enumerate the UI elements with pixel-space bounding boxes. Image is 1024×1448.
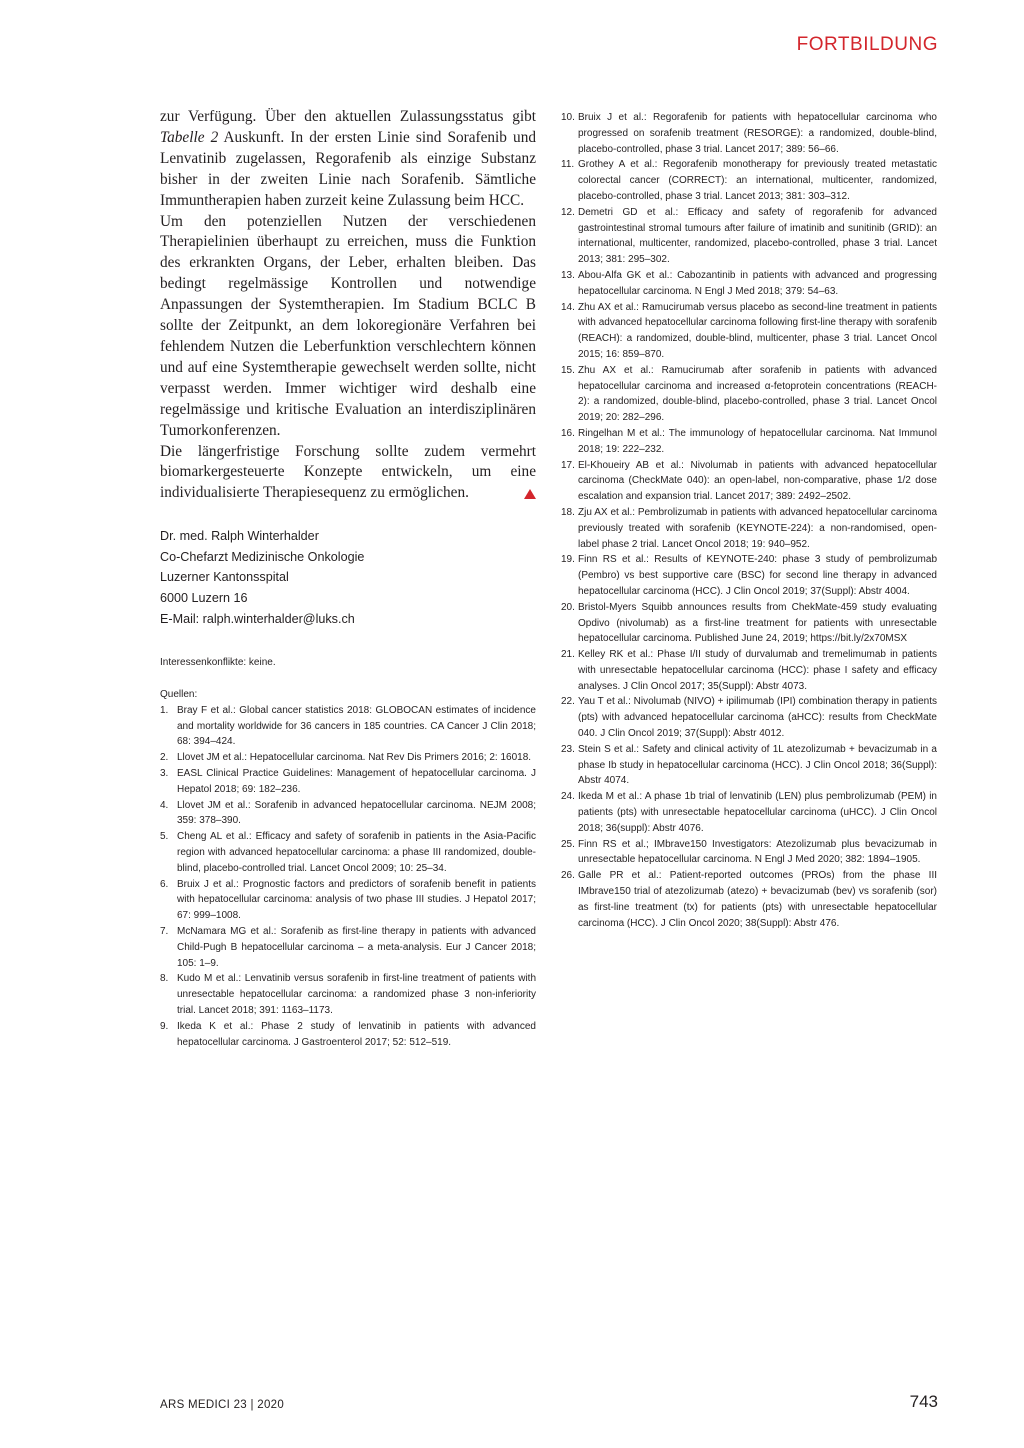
reference-item bbox=[160, 877, 536, 924]
reference-number: 14. bbox=[561, 301, 575, 313]
reference-text: EASL Clinical Practice Guidelines: Management of hepatocellular carcinoma. J Hepatol 2018; 69: 182–236. bbox=[177, 767, 536, 795]
reference-number: 19. bbox=[561, 554, 575, 566]
table-reference: Tabelle 2 bbox=[160, 128, 219, 146]
reference-number: 26. bbox=[561, 870, 575, 882]
reference-text: Zhu AX et al.: Ramucirumab versus placebo as second-line treatment in patients with advanced hepatocellular carcinoma following first-line therapy with sorafenib (REACH): a randomized, double-blind, multicenter, phase 3 trial. Lancet Oncol 2015; 16: 859–870. bbox=[578, 301, 937, 360]
reference-text: Llovet JM et al.: Hepatocellular carcinoma. Nat Rev Dis Primers 2016; 2: 16018. bbox=[177, 752, 532, 764]
reference-text: Abou-Alfa GK et al.: Cabozantinib in patients with advanced and progressing hepatocellular carcinoma. N Engl J Med 2018; 379: 54–63. bbox=[578, 269, 937, 297]
reference-item bbox=[561, 426, 937, 458]
reference-text: Llovet JM et al.: Sorafenib in advanced hepatocellular carcinoma. NEJM 2008; 359: 378–390. bbox=[177, 799, 536, 827]
reference-text: Bristol-Myers Squibb announces results from ChekMate-459 study evaluating Opdivo (nivolumab) as a first-line treatment for patients with unresectable hepatocellular carcinoma. Published June 24, 2019; https://bit.ly/2x70MSX bbox=[578, 601, 937, 645]
reference-text: Grothey A et al.: Regorafenib monotherapy for previously treated metastatic colorectal cancer (CORRECT): an international, multicenter, randomized, placebo-controlled, phase 3 trial. Lancet 2013; 381: 303–312. bbox=[578, 159, 937, 202]
sources-label: Quellen: bbox=[160, 688, 198, 700]
reference-text: Ringelhan M et al.: The immunology of hepatocellular carcinoma. Nat Immunol 2018; 19: 222–232. bbox=[578, 427, 937, 455]
reference-item bbox=[561, 505, 937, 552]
reference-number: 22. bbox=[561, 696, 575, 708]
reference-item bbox=[160, 703, 536, 750]
reference-text: El-Khoueiry AB et al.: Nivolumab in patients with advanced hepatocellular carcinoma (CheckMate 040): an open-label, non-comparative, phase 1/2 dose escalation and expansion trial. Lancet 2017; 389: 2492–2502. bbox=[578, 459, 937, 503]
reference-item bbox=[561, 458, 937, 505]
author-role: Co-Chefarzt Medizinische Onkologie bbox=[160, 549, 365, 564]
body-paragraph-1 bbox=[160, 107, 536, 212]
reference-number: 2. bbox=[160, 752, 169, 764]
reference-list-left bbox=[160, 703, 536, 1051]
reference-number: 7. bbox=[160, 925, 169, 937]
reference-number: 3. bbox=[160, 767, 169, 779]
reference-text: Finn RS et al.: Results of KEYNOTE-240: phase 3 study of pembrolizumab (Pembro) vs best supportive care (BSC) for second line therapy in advanced hepatocellular carcinoma (HCC). J Clin Oncol 2019; 37(Suppl): Abstr 4004. bbox=[578, 554, 937, 597]
reference-text: Bray F et al.: Global cancer statistics 2018: GLOBOCAN estimates of incidence and mortality worldwide for 36 cancers in 185 countries. CA Cancer J Clin 2018; 68: 394–424. bbox=[177, 704, 536, 748]
reference-number: 25. bbox=[561, 838, 575, 850]
author-name: Dr. med. Ralph Winterhalder bbox=[160, 529, 319, 544]
reference-item bbox=[561, 157, 937, 204]
journal-footer: ARS MEDICI 23 | 2020 bbox=[160, 1399, 285, 1411]
reference-text: Bruix J et al.: Prognostic factors and predictors of sorafenib benefit in patients with hepatocellular carcinoma: analysis of two phase III studies. J Hepatol 2017; 67: 999–1008. bbox=[177, 878, 536, 922]
reference-item bbox=[561, 110, 937, 157]
reference-item bbox=[561, 205, 937, 268]
reference-text: Finn RS et al.; IMbrave150 Investigators: Atezolizumab plus bevacizumab in unresectable hepatocellular carcinoma. N Engl J Med 2020; 382: 1894–1905. bbox=[578, 838, 937, 866]
page-number: 743 bbox=[909, 1392, 938, 1411]
reference-text: Yau T et al.: Nivolumab (NIVO) + ipilimumab (IPI) combination therapy in patients (pts) with advanced hepatocellular carcinoma (aHCC): results from CheckMate 040. J Clin Oncol 2019; 37(Suppl): Abstr 4012. bbox=[578, 696, 937, 740]
conflict-statement: Interessenkonflikte: keine. bbox=[160, 657, 276, 669]
reference-text: Demetri GD et al.: Efficacy and safety of regorafenib for advanced gastrointestinal stromal tumours after failure of imatinib and sunitinib (GRID): an international, multicenter, randomized, placebo-controlled, phase 3 trial. Lancet 2013; 381: 295–302. bbox=[578, 206, 937, 266]
body-paragraph-3 bbox=[160, 442, 536, 505]
reference-text: Stein S et al.: Safety and clinical activity of 1L atezolizumab + bevacizumab in a phase Ib study in hepatocellular carcinoma (HCC). J Clin Oncol 2018; 36(Suppl): Abstr 4074. bbox=[578, 743, 937, 787]
body-paragraph-2: Um den potenziellen Nutzen der verschiedenen Therapielinien überhaupt zu erreichen, muss die Funktion des erkrankten Organs, der Leber, erhalten bleiben. Das bedingt regelmässige Kontrollen und notwendige Anpassungen der Systemtherapien. Im Stadium BCLC B sollte der Zeitpunkt, an dem lokoregionäre Verfahren bei fehlendem Nutzen die Leberfunktion verschlechtern können und auf eine Systemtherapie gewechselt werden sollte, nicht verpasst werden. Immer wichtiger wird deshalb eine regelmässige und kritische Evaluation an interdisziplinären Tumorkonferenzen. bbox=[160, 212, 536, 439]
reference-item bbox=[160, 971, 536, 1018]
reference-item bbox=[561, 742, 937, 789]
reference-number: 18. bbox=[561, 506, 575, 518]
reference-item bbox=[160, 829, 536, 876]
reference-text: Zju AX et al.: Pembrolizumab in patients with advanced hepatocellular carcinoma previously treated with sorafenib (KEYNOTE-224): a non-randomised, open-label phase 2 trial. Lancet Oncol 2018; 19: 940–952. bbox=[578, 506, 937, 550]
reference-number: 12. bbox=[561, 206, 575, 218]
reference-text: Kudo M et al.: Lenvatinib versus sorafenib in first-line treatment of patients with unresectable hepatocellular carcinoma: a randomized phase 3 non-inferiority trial. Lancet 2018; 391: 1163–1173. bbox=[177, 973, 536, 1016]
reference-text: Zhu AX et al.: Ramucirumab after sorafenib in patients with advanced hepatocellular carcinoma and increased α-fetoprotein concentrations (REACH-2): a randomized, double-blind, placebo-controlled, phase 3 trial. Lancet Oncol 2019; 20: 282–296. bbox=[578, 364, 937, 424]
reference-item bbox=[561, 300, 937, 363]
reference-number: 6. bbox=[160, 878, 169, 890]
author-email: E-Mail: ralph.winterhalder@luks.ch bbox=[160, 611, 355, 626]
reference-item bbox=[561, 552, 937, 599]
p1-text-b: Auskunft. In der ersten Linie sind Sorafenib und Lenvatinib zugelassen, Regorafenib als einzige Substanz bisher in der zweiten Linie nach Sorafenib. Sämtliche Immuntherapien haben zurzeit keine Zulassung beim HCC. bbox=[160, 128, 536, 209]
reference-number: 17. bbox=[561, 459, 575, 471]
reference-item bbox=[561, 268, 937, 300]
author-block bbox=[160, 526, 536, 629]
reference-number: 5. bbox=[160, 831, 169, 843]
reference-text: Bruix J et al.: Regorafenib for patients with hepatocellular carcinoma who progressed on sorafenib treatment (RESORGE): a randomized, double-blind, placebo-controlled, phase 3 trial. Lancet 2017; 389: 56–66. bbox=[578, 112, 937, 155]
author-institution: Luzerner Kantonsspital bbox=[160, 570, 289, 585]
end-triangle-icon bbox=[524, 489, 536, 499]
p3-text: Die längerfristige Forschung sollte zudem vermehrt biomarkergesteuerte Konzepte entwickeln, um eine individualisierte Therapiesequenz zu ermöglichen. bbox=[160, 442, 536, 502]
reference-item bbox=[561, 837, 937, 869]
reference-item bbox=[561, 647, 937, 694]
reference-item bbox=[160, 1019, 536, 1051]
left-column bbox=[160, 107, 536, 1050]
reference-item bbox=[561, 363, 937, 426]
reference-list-right bbox=[561, 110, 937, 931]
reference-item bbox=[561, 789, 937, 836]
reference-number: 4. bbox=[160, 799, 169, 811]
reference-item bbox=[561, 868, 937, 931]
reference-number: 8. bbox=[160, 973, 169, 985]
reference-text: Cheng AL et al.: Efficacy and safety of sorafenib in patients in the Asia-Pacific region with advanced hepatocellular carcinoma: a phase III randomized, double-blind, placebo-controlled trial. Lancet Oncol 2009; 10: 25–34. bbox=[177, 831, 536, 874]
reference-number: 23. bbox=[561, 743, 575, 755]
reference-number: 20. bbox=[561, 601, 575, 613]
reference-number: 16. bbox=[561, 427, 575, 439]
reference-item bbox=[160, 766, 536, 798]
reference-number: 13. bbox=[561, 269, 575, 281]
reference-number: 10. bbox=[561, 112, 575, 123]
reference-item bbox=[160, 750, 536, 766]
reference-number: 1. bbox=[160, 704, 169, 716]
reference-number: 15. bbox=[561, 364, 575, 376]
reference-number: 21. bbox=[561, 649, 575, 661]
reference-number: 9. bbox=[160, 1020, 169, 1032]
p1-text-a: zur Verfügung. Über den aktuellen Zulassungsstatus gibt bbox=[160, 108, 536, 125]
reference-item bbox=[160, 924, 536, 971]
reference-number: 24. bbox=[561, 791, 575, 803]
reference-item bbox=[160, 798, 536, 830]
reference-text: Galle PR et al.: Patient-reported outcomes (PROs) from the phase III IMbrave150 trial of atezolizumab (atezo) + bevacizumab (bev) vs sorafenib (sor) as first-line treatment (tx) for patients (pts) with unresectable hepatocellular carcinoma (HCC). J Clin Oncol 2020; 38(Suppl): Abstr 476. bbox=[578, 870, 937, 929]
reference-item bbox=[561, 600, 937, 647]
section-label: FORTBILDUNG bbox=[796, 34, 938, 55]
reference-text: McNamara MG et al.: Sorafenib as first-line therapy in patients with advanced Child-Pugh B hepatocellular carcinoma – a meta-analysis. Eur J Cancer 2018; 105: 1–9. bbox=[177, 925, 536, 969]
reference-text: Ikeda M et al.: A phase 1b trial of lenvatinib (LEN) plus pembrolizumab (PEM) in patients (pts) with unresectable hepatocellular carcinoma (uHCC). J Clin Oncol 2018; 36(suppl): Abstr 4076. bbox=[578, 791, 937, 834]
author-city: 6000 Luzern 16 bbox=[160, 591, 248, 605]
right-column bbox=[561, 110, 937, 931]
reference-text: Kelley RK et al.: Phase I/II study of durvalumab and tremelimumab in patients with unresectable hepatocellular carcinoma (HCC): phase I safety and efficacy analyses. J Clin Oncol 2017; 35(Suppl): Abstr 4073. bbox=[578, 649, 937, 692]
reference-text: Ikeda K et al.: Phase 2 study of lenvatinib in patients with advanced hepatocellular carcinoma. J Gastroenterol 2017; 52: 512–519. bbox=[177, 1020, 536, 1048]
reference-item bbox=[561, 694, 937, 741]
reference-number: 11. bbox=[561, 159, 575, 171]
